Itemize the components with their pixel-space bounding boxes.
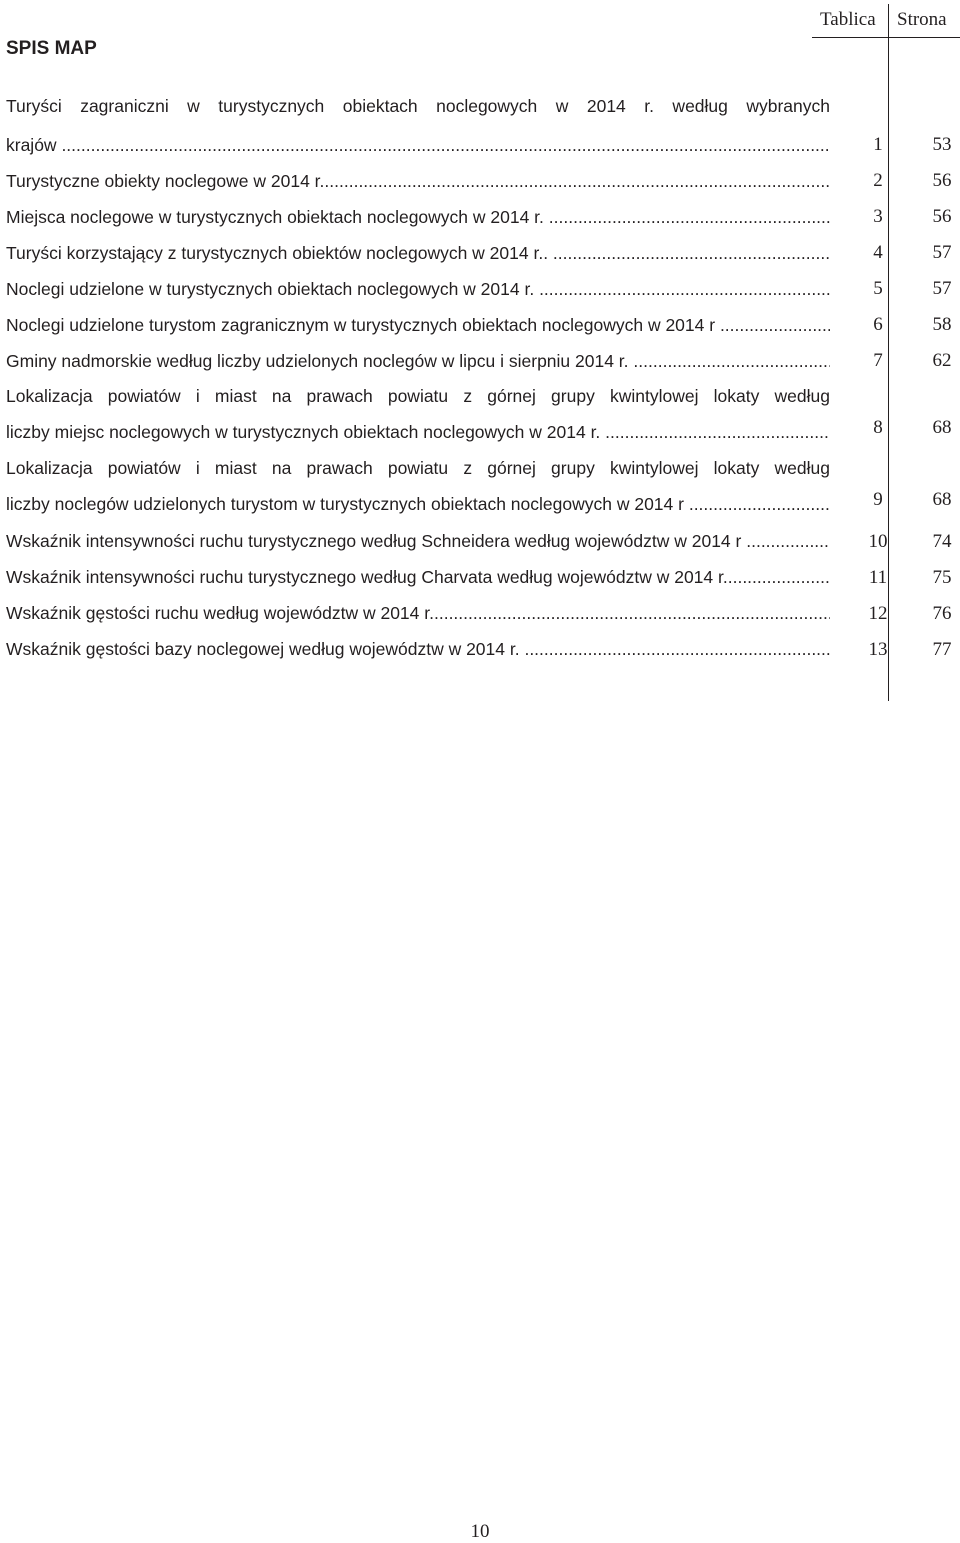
entry-13-text: Wskaźnik gęstości bazy noclegowej według województw w 2014 r. ..... xyxy=(6,638,830,660)
entry-5-page-number: 57 xyxy=(932,278,952,299)
entry-8-text-line-2: liczby miejsc noclegowych w turystycznych obiektach noclegowych w 2014 r. ..... xyxy=(6,421,830,443)
entry-5-table-number: 5 xyxy=(873,278,883,299)
entry-11-table-number: 11 xyxy=(868,567,888,588)
entry-6-table-number: 6 xyxy=(873,314,883,335)
entry-8-page-number: 68 xyxy=(932,417,952,438)
entry-8-text-line-1: Lokalizacja powiatów i miast na prawach powiatu z górnej grupy kwintylowej lokaty według xyxy=(6,386,830,406)
entry-4-page-number: 57 xyxy=(932,242,952,263)
entry-5-text: Noclegi udzielone w turystycznych obiektach noclegowych w 2014 r. ..... xyxy=(6,278,830,300)
entry-8-table-number: 8 xyxy=(873,417,883,438)
column-header-table: Tablica xyxy=(820,9,876,30)
entry-10-table-number: 10 xyxy=(868,531,888,552)
entry-7-text: Gminy nadmorskie według liczby udzielonych noclegów w lipcu i sierpniu 2014 r. ..... xyxy=(6,350,830,372)
entry-2-page-number: 56 xyxy=(932,170,952,191)
entry-11-page-number: 75 xyxy=(932,567,952,588)
entry-1-text-line-2: krajów ..... xyxy=(6,134,830,156)
entry-12-page-number: 76 xyxy=(932,603,952,624)
page-title: SPIS MAP xyxy=(6,38,97,59)
entry-3-table-number: 3 xyxy=(873,206,883,227)
entry-3-page-number: 56 xyxy=(932,206,952,227)
entry-2-text: Turystyczne obiekty noclegowe w 2014 r. ..... xyxy=(6,170,830,192)
entry-7-table-number: 7 xyxy=(873,350,883,371)
entry-9-text-line-1: Lokalizacja powiatów i miast na prawach powiatu z górnej grupy kwintylowej lokaty według xyxy=(6,458,830,478)
header-rule xyxy=(812,37,960,38)
entry-12-table-number: 12 xyxy=(868,603,888,624)
entry-7-page-number: 62 xyxy=(932,350,952,371)
entry-1-text-line-1: Turyści zagraniczni w turystycznych obiektach noclegowych w 2014 r. według wybranych xyxy=(6,96,830,116)
entry-9-table-number: 9 xyxy=(873,489,883,510)
entry-1-table-number: 1 xyxy=(873,134,883,155)
entry-12-text: Wskaźnik gęstości ruchu według województw w 2014 r. ..... xyxy=(6,602,830,624)
entry-3-text: Miejsca noclegowe w turystycznych obiektach noclegowych w 2014 r. ..... xyxy=(6,206,830,228)
entry-10-text: Wskaźnik intensywności ruchu turystycznego według Schneidera według województw w 2014 r ..... xyxy=(6,530,830,552)
entry-4-text: Turyści korzystający z turystycznych obiektów noclegowych w 2014 r.. ..... xyxy=(6,242,830,264)
column-header-page: Strona xyxy=(897,9,947,30)
entry-2-table-number: 2 xyxy=(873,170,883,191)
entry-6-page-number: 58 xyxy=(932,314,952,335)
entry-4-table-number: 4 xyxy=(873,242,883,263)
entry-10-page-number: 74 xyxy=(932,531,952,552)
entry-11-text: Wskaźnik intensywności ruchu turystycznego według Charvata według województw w 2014 r. ..... xyxy=(6,566,830,588)
entry-13-page-number: 77 xyxy=(932,639,952,660)
entry-9-text-line-2: liczby noclegów udzielonych turystom w turystycznych obiektach noclegowych w 2014 r ..... xyxy=(6,493,830,515)
entry-9-page-number: 68 xyxy=(932,489,952,510)
page-number: 10 xyxy=(470,1521,490,1542)
entry-13-table-number: 13 xyxy=(868,639,888,660)
entry-1-page-number: 53 xyxy=(932,134,952,155)
entry-6-text: Noclegi udzielone turystom zagranicznym w turystycznych obiektach noclegowych w 2014 r ..... xyxy=(6,314,830,336)
